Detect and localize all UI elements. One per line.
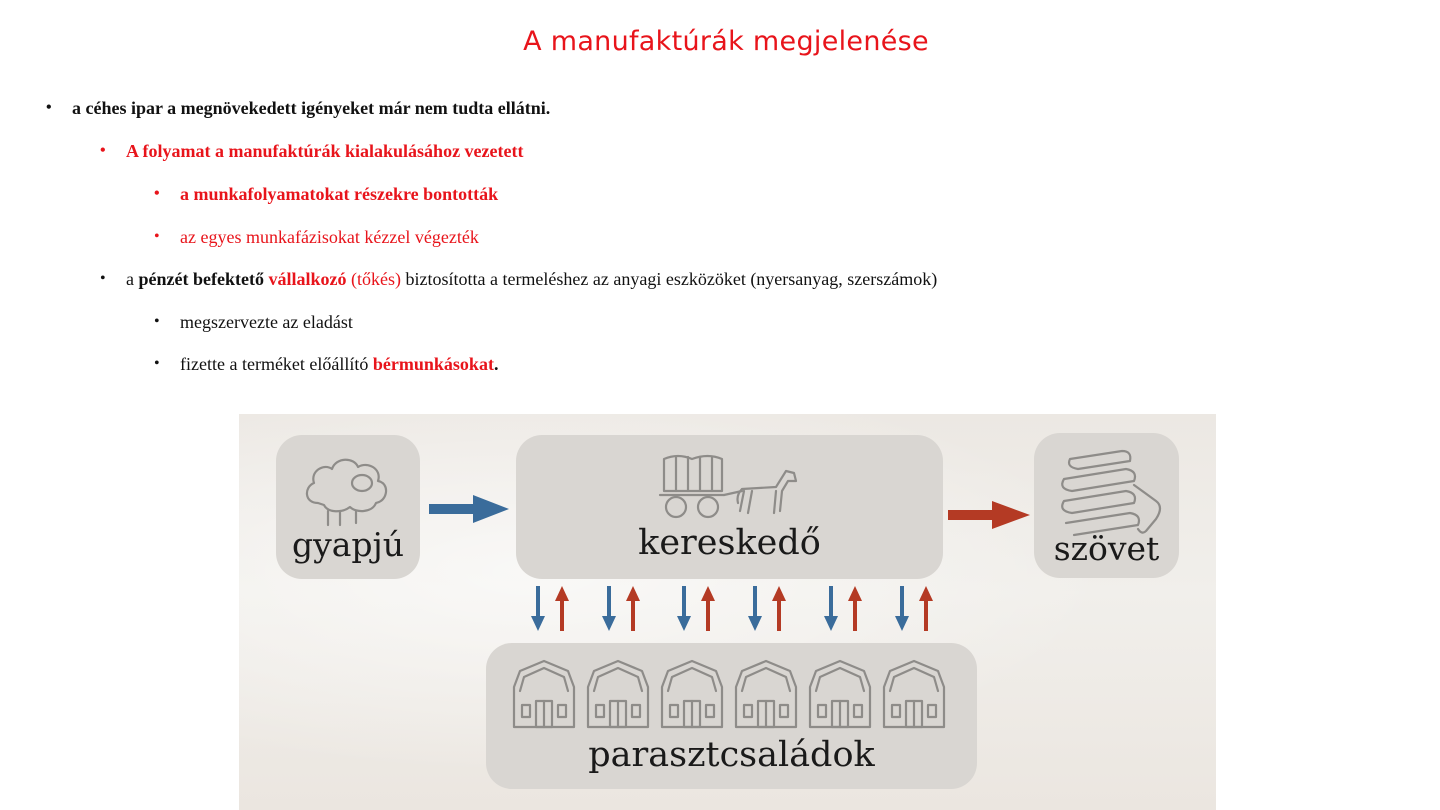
sheep-icon	[298, 453, 398, 533]
panel-szovet	[1034, 433, 1179, 578]
bullet-reszekre	[154, 183, 499, 205]
bullet-marker: •	[154, 228, 160, 245]
arrow-pair	[824, 586, 862, 631]
bullet-text: a munkafolyamatokat részekre bontották	[180, 184, 499, 204]
bullet-text-highlight: vállalkozó	[268, 269, 347, 289]
arrow-pair	[895, 586, 933, 631]
bullet-text: a céhes ipar a megnövekedett igényeket már nem tudta ellátni.	[72, 98, 551, 118]
bullet-text-red: (tőkés)	[346, 269, 401, 289]
bullet-text-highlight: bérmunkásokat	[372, 354, 494, 374]
bullet-marker: •	[100, 142, 106, 159]
bullet-marker: •	[154, 313, 160, 330]
label-parasztcsaladok: parasztcsaládok	[588, 735, 875, 775]
arrow-pair	[677, 586, 715, 631]
bullet-text-bold: pénzét befektető	[138, 269, 269, 289]
bullet-kezzel	[154, 226, 479, 248]
bullet-text-part: a	[126, 269, 139, 289]
arrow-pair	[602, 586, 640, 631]
panel-parasztcsaladok	[486, 643, 977, 789]
panel-gyapju	[276, 435, 420, 579]
bullet-bermunkasok	[154, 353, 499, 375]
bullet-marker: •	[154, 185, 160, 202]
barn-icon	[514, 661, 574, 727]
bullet-eladas	[154, 311, 353, 333]
fabric-stack-icon	[1052, 445, 1172, 535]
bullet-ceh	[46, 97, 551, 119]
bullet-marker: •	[100, 270, 106, 287]
bullet-text-period: .	[493, 354, 499, 374]
barn-icon	[736, 661, 796, 727]
barn-icon	[810, 661, 870, 727]
bullet-text: megszervezte az eladást	[180, 312, 353, 332]
bullet-marker: •	[154, 355, 160, 372]
barn-icon	[884, 661, 944, 727]
wagon-horse-icon	[658, 451, 808, 521]
bullet-vallalkozo	[100, 268, 938, 290]
bullet-text-rest: biztosította a termeléshez az anyagi eszközöket (nyersanyag, szerszámok)	[400, 269, 938, 289]
label-gyapju: gyapjú	[291, 525, 405, 564]
label-szovet: szövet	[1053, 529, 1160, 568]
slide-title: A manufaktúrák megjelenése	[523, 26, 929, 57]
barns-row	[510, 659, 970, 731]
panel-kereskedo	[516, 435, 943, 579]
bullet-marker: •	[46, 99, 52, 116]
arrow-pair	[748, 586, 786, 631]
arrow-pair	[531, 586, 569, 631]
barn-icon	[588, 661, 648, 727]
bullet-folyamat	[100, 140, 524, 162]
arrow-right-blue	[427, 491, 517, 531]
label-kereskedo: kereskedő	[638, 523, 821, 563]
exchange-arrows	[529, 586, 949, 636]
manufactory-diagram	[239, 414, 1216, 810]
bullet-text-part: fizette a terméket előállító	[180, 354, 373, 374]
arrow-right-red	[946, 498, 1036, 538]
bullet-text: A folyamat a manufaktúrák kialakulásához vezetett	[126, 141, 524, 161]
bullet-text: az egyes munkafázisokat kézzel végezték	[180, 227, 479, 247]
barn-icon	[662, 661, 722, 727]
